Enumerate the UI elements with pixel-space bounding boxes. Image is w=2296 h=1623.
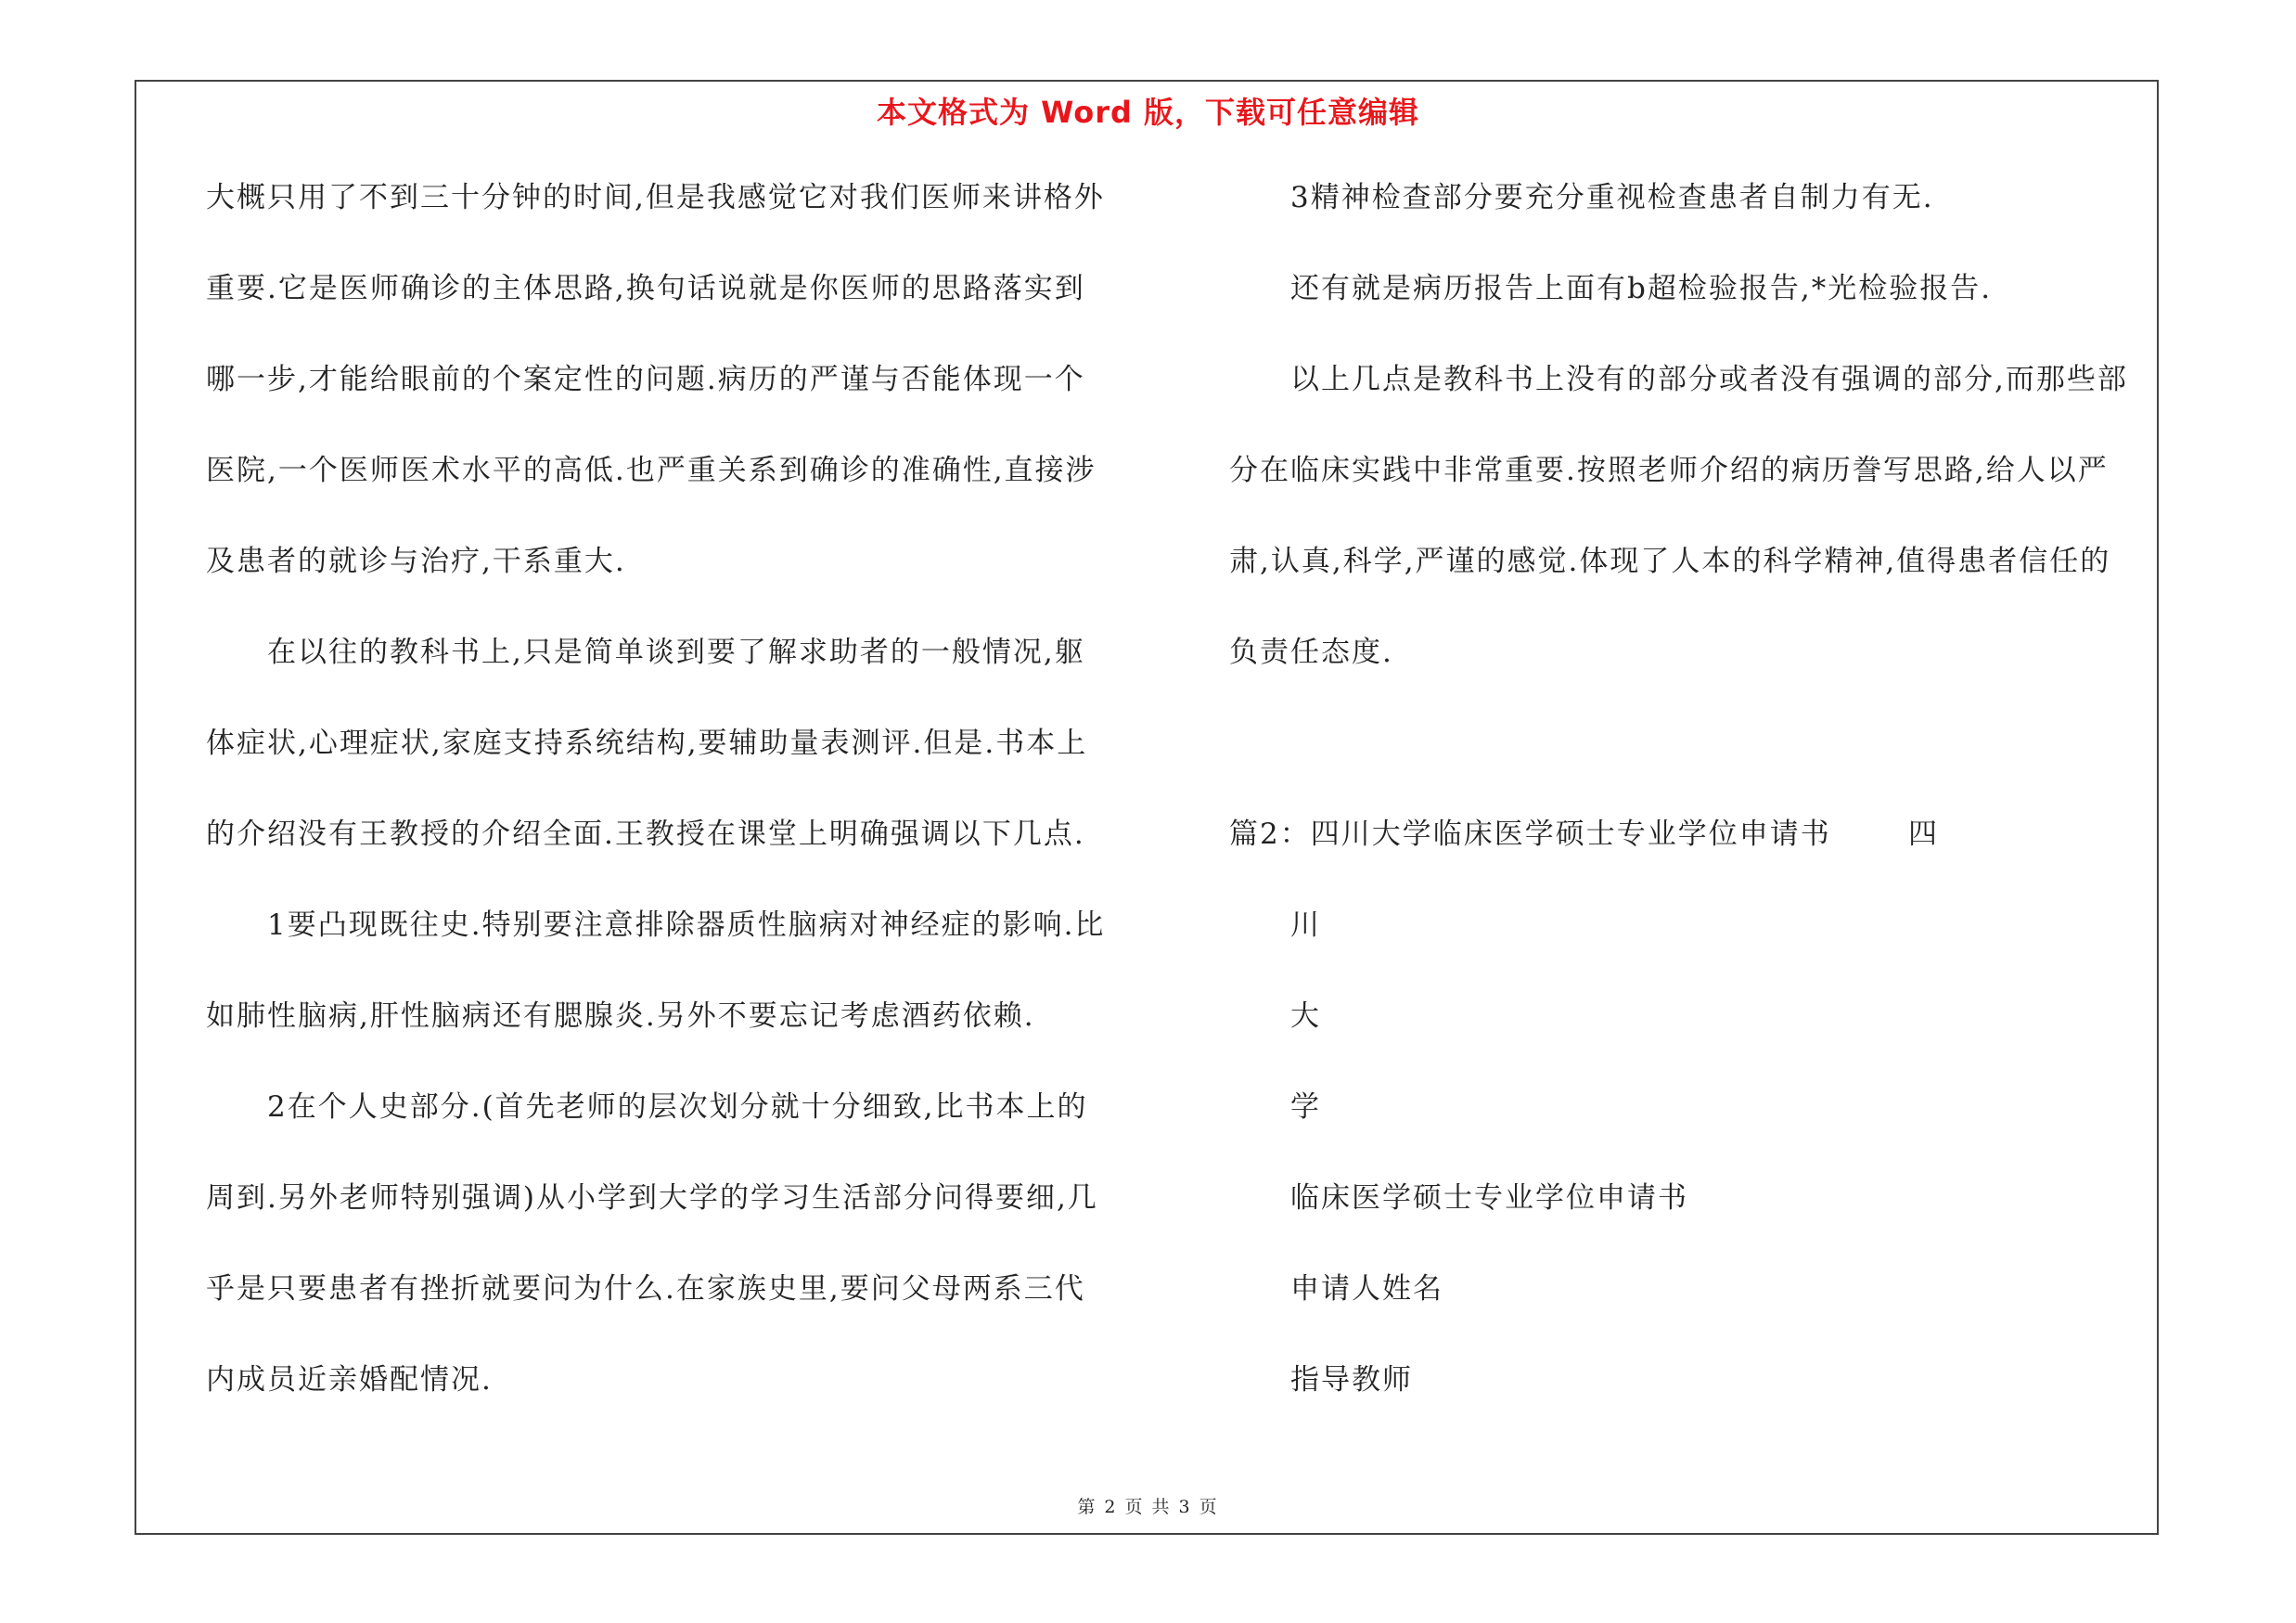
text-line: 2在个人史部分.(首先老师的层次划分就十分细致,比书本上的 [267,1090,1088,1124]
section-heading [1229,818,2157,908]
text-line: 1要凸现既往史.特别要注意排除器质性脑病对神经症的影响.比 [267,908,1106,942]
text-line: 指导教师 [1290,1363,1413,1397]
page-number: 第 2 页 共 3 页 [1077,1497,1219,1517]
text-line: 及患者的就诊与治疗,干系重大. [206,545,626,578]
section-heading-tail: 四 [1908,818,1939,851]
text-line: 如肺性脑病,肝性脑病还有腮腺炎.另外不要忘记考虑酒药依赖. [206,999,1035,1033]
text-line: 临床医学硕士专业学位申请书 [1290,1181,1688,1215]
text-line: 的介绍没有王教授的介绍全面.王教授在课堂上明确强调以下几点. [206,818,1085,851]
text-line: 内成员近亲婚配情况. [206,1363,493,1397]
text-line: 体症状,心理症状,家庭支持系统结构,要辅助量表测评.但是.书本上 [206,727,1088,760]
text-line: 周到.另外老师特别强调)从小学到大学的学习生活部分问得要细,几 [206,1181,1098,1215]
text-line: 负责任态度. [1229,636,1393,669]
text-line: 重要.它是医师确诊的主体思路,换句话说就是你医师的思路落实到 [206,272,1085,305]
text-line: 大概只用了不到三十分钟的时间,但是我感觉它对我们医师来讲格外 [206,181,1105,214]
text-line: 以上几点是教科书上没有的部分或者没有强调的部分,而那些部 [1290,363,2128,396]
text-line: 乎是只要患者有挫折就要问为什么.在家族史里,要问父母两系三代 [206,1272,1085,1306]
right-column [1229,181,2157,1454]
text-line: 申请人姓名 [1290,1272,1443,1306]
text-line: 哪一步,才能给眼前的个案定性的问题.病历的严谨与否能体现一个 [206,363,1085,396]
text-line: 还有就是病历报告上面有b超检验报告,*光检验报告. [1290,272,1993,305]
text-line: 在以往的教科书上,只是简单谈到要了解求助者的一般情况,躯 [267,636,1085,669]
section-heading-text: 篇2：四川大学临床医学硕士专业学位申请书 [1229,818,1831,851]
text-line: 3精神检查部分要充分重视检查患者自制力有无. [1290,181,1934,214]
text-line: 分在临床实践中非常重要.按照老师介绍的病历誊写思路,给人以严 [1229,454,2109,487]
spacer [1229,727,2157,818]
text-line: 川 [1290,908,1321,942]
text-line: 肃,认真,科学,严谨的感觉.体现了人本的科学精神,值得患者信任的 [1229,545,2111,578]
text-line: 医院,一个医师医术水平的高低.也严重关系到确诊的准确性,直接涉 [206,454,1097,487]
left-column [206,181,1138,1454]
text-line: 大 [1290,999,1321,1033]
text-line: 学 [1290,1090,1321,1124]
format-banner: 本文格式为 Word 版，下载可任意编辑 [876,95,1420,130]
